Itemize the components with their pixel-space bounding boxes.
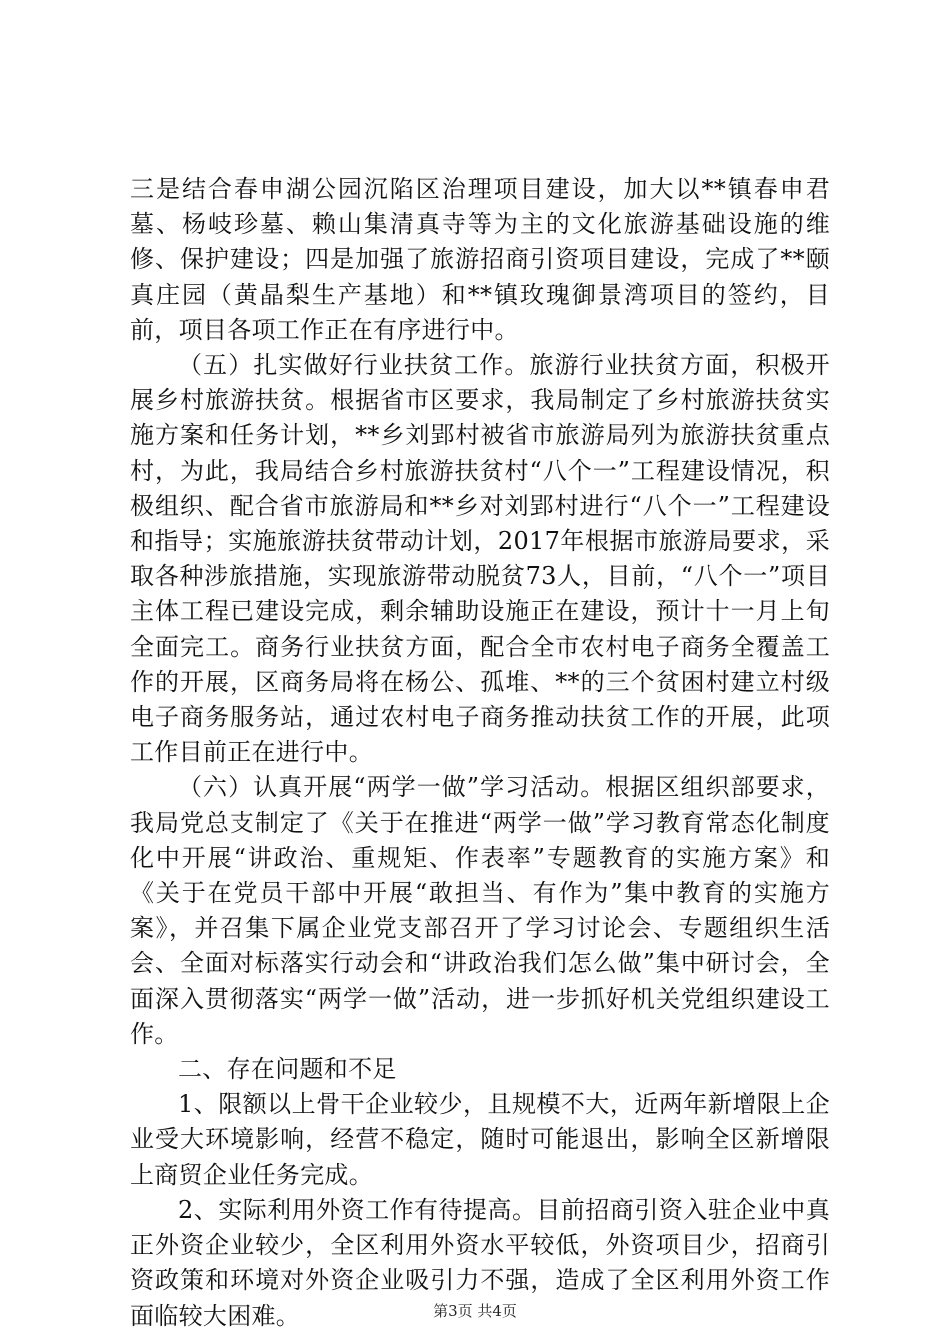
document-body xyxy=(130,172,830,1334)
section-heading-problems: 二、存在问题和不足 xyxy=(178,1055,397,1084)
paragraph-problem-2: 2、实际利用外资工作有待提高。目前招商引资入驻企业中真正外资企业较少，全区利用外资水平较低，外资项目少，招商引资政策和环境对外资企业吸引力不强，造成了全区利用外资工作面临较大困难。 xyxy=(130,1195,830,1330)
page-number: 第3页 共4页 xyxy=(433,1302,517,1320)
paragraph-problem-1: 1、限额以上骨干企业较少，且规模不大，近两年新增限上企业受大环境影响，经营不稳定，随时可能退出，影响全区新增限上商贸企业任务完成。 xyxy=(130,1090,830,1189)
paragraph-two-studies-one-action: （六）认真开展“两学一做”学习活动。根据区组织部要求，我局党总支制定了《关于在推进“两学一做”学习教育常态化制度化中开展“讲政治、重规矩、作表率”专题教育的实施方案》和《关于在党员干部中开展“敢担当、有作为”集中教育的实施方案》，并召集下属企业党支部召开了学习讨论会、专题组织生活会、全面对标落实行动会和“讲政治我们怎么做”集中研讨会，全面深入贯彻落实“两学一做”活动，进一步抓好机关党组织建设工作。 xyxy=(130,773,830,1048)
paragraph-poverty-alleviation: （五）扎实做好行业扶贫工作。旅游行业扶贫方面，积极开展乡村旅游扶贫。根据省市区要求，我局制定了乡村旅游扶贫实施方案和任务计划，**乡刘郢村被省市旅游局列为旅游扶贫重点村，为此，我局结合乡村旅游扶贫村“八个一”工程建设情况，积极组织、配合省市旅游局和**乡对刘郢村进行“八个一”工程建设和指导；实施旅游扶贫带动计划，2017年根据市旅游局要求，采取各种涉旅措施，实现旅游带动脱贫73人，目前，“八个一”项目主体工程已建设完成，剩余辅助设施正在建设，预计十一月上旬全面完工。商务行业扶贫方面，配合全市农村电子商务全覆盖工作的开展，区商务局将在杨公、孤堆、**的三个贫困村建立村级电子商务服务站，通过农村电子商务推动扶贫工作的开展，此项工作目前正在进行中。 xyxy=(130,351,830,767)
page-footer xyxy=(0,1300,950,1321)
paragraph-tourism-projects: 三是结合春申湖公园沉陷区治理项目建设，加大以**镇春申君墓、杨岐珍墓、赖山集清真寺等为主的文化旅游基础设施的维修、保护建设；四是加强了旅游招商引资项目建设，完成了**颐真庄园（黄晶梨生产基地）和**镇玫瑰御景湾项目的签约，目前，项目各项工作正在有序进行中。 xyxy=(130,175,830,344)
